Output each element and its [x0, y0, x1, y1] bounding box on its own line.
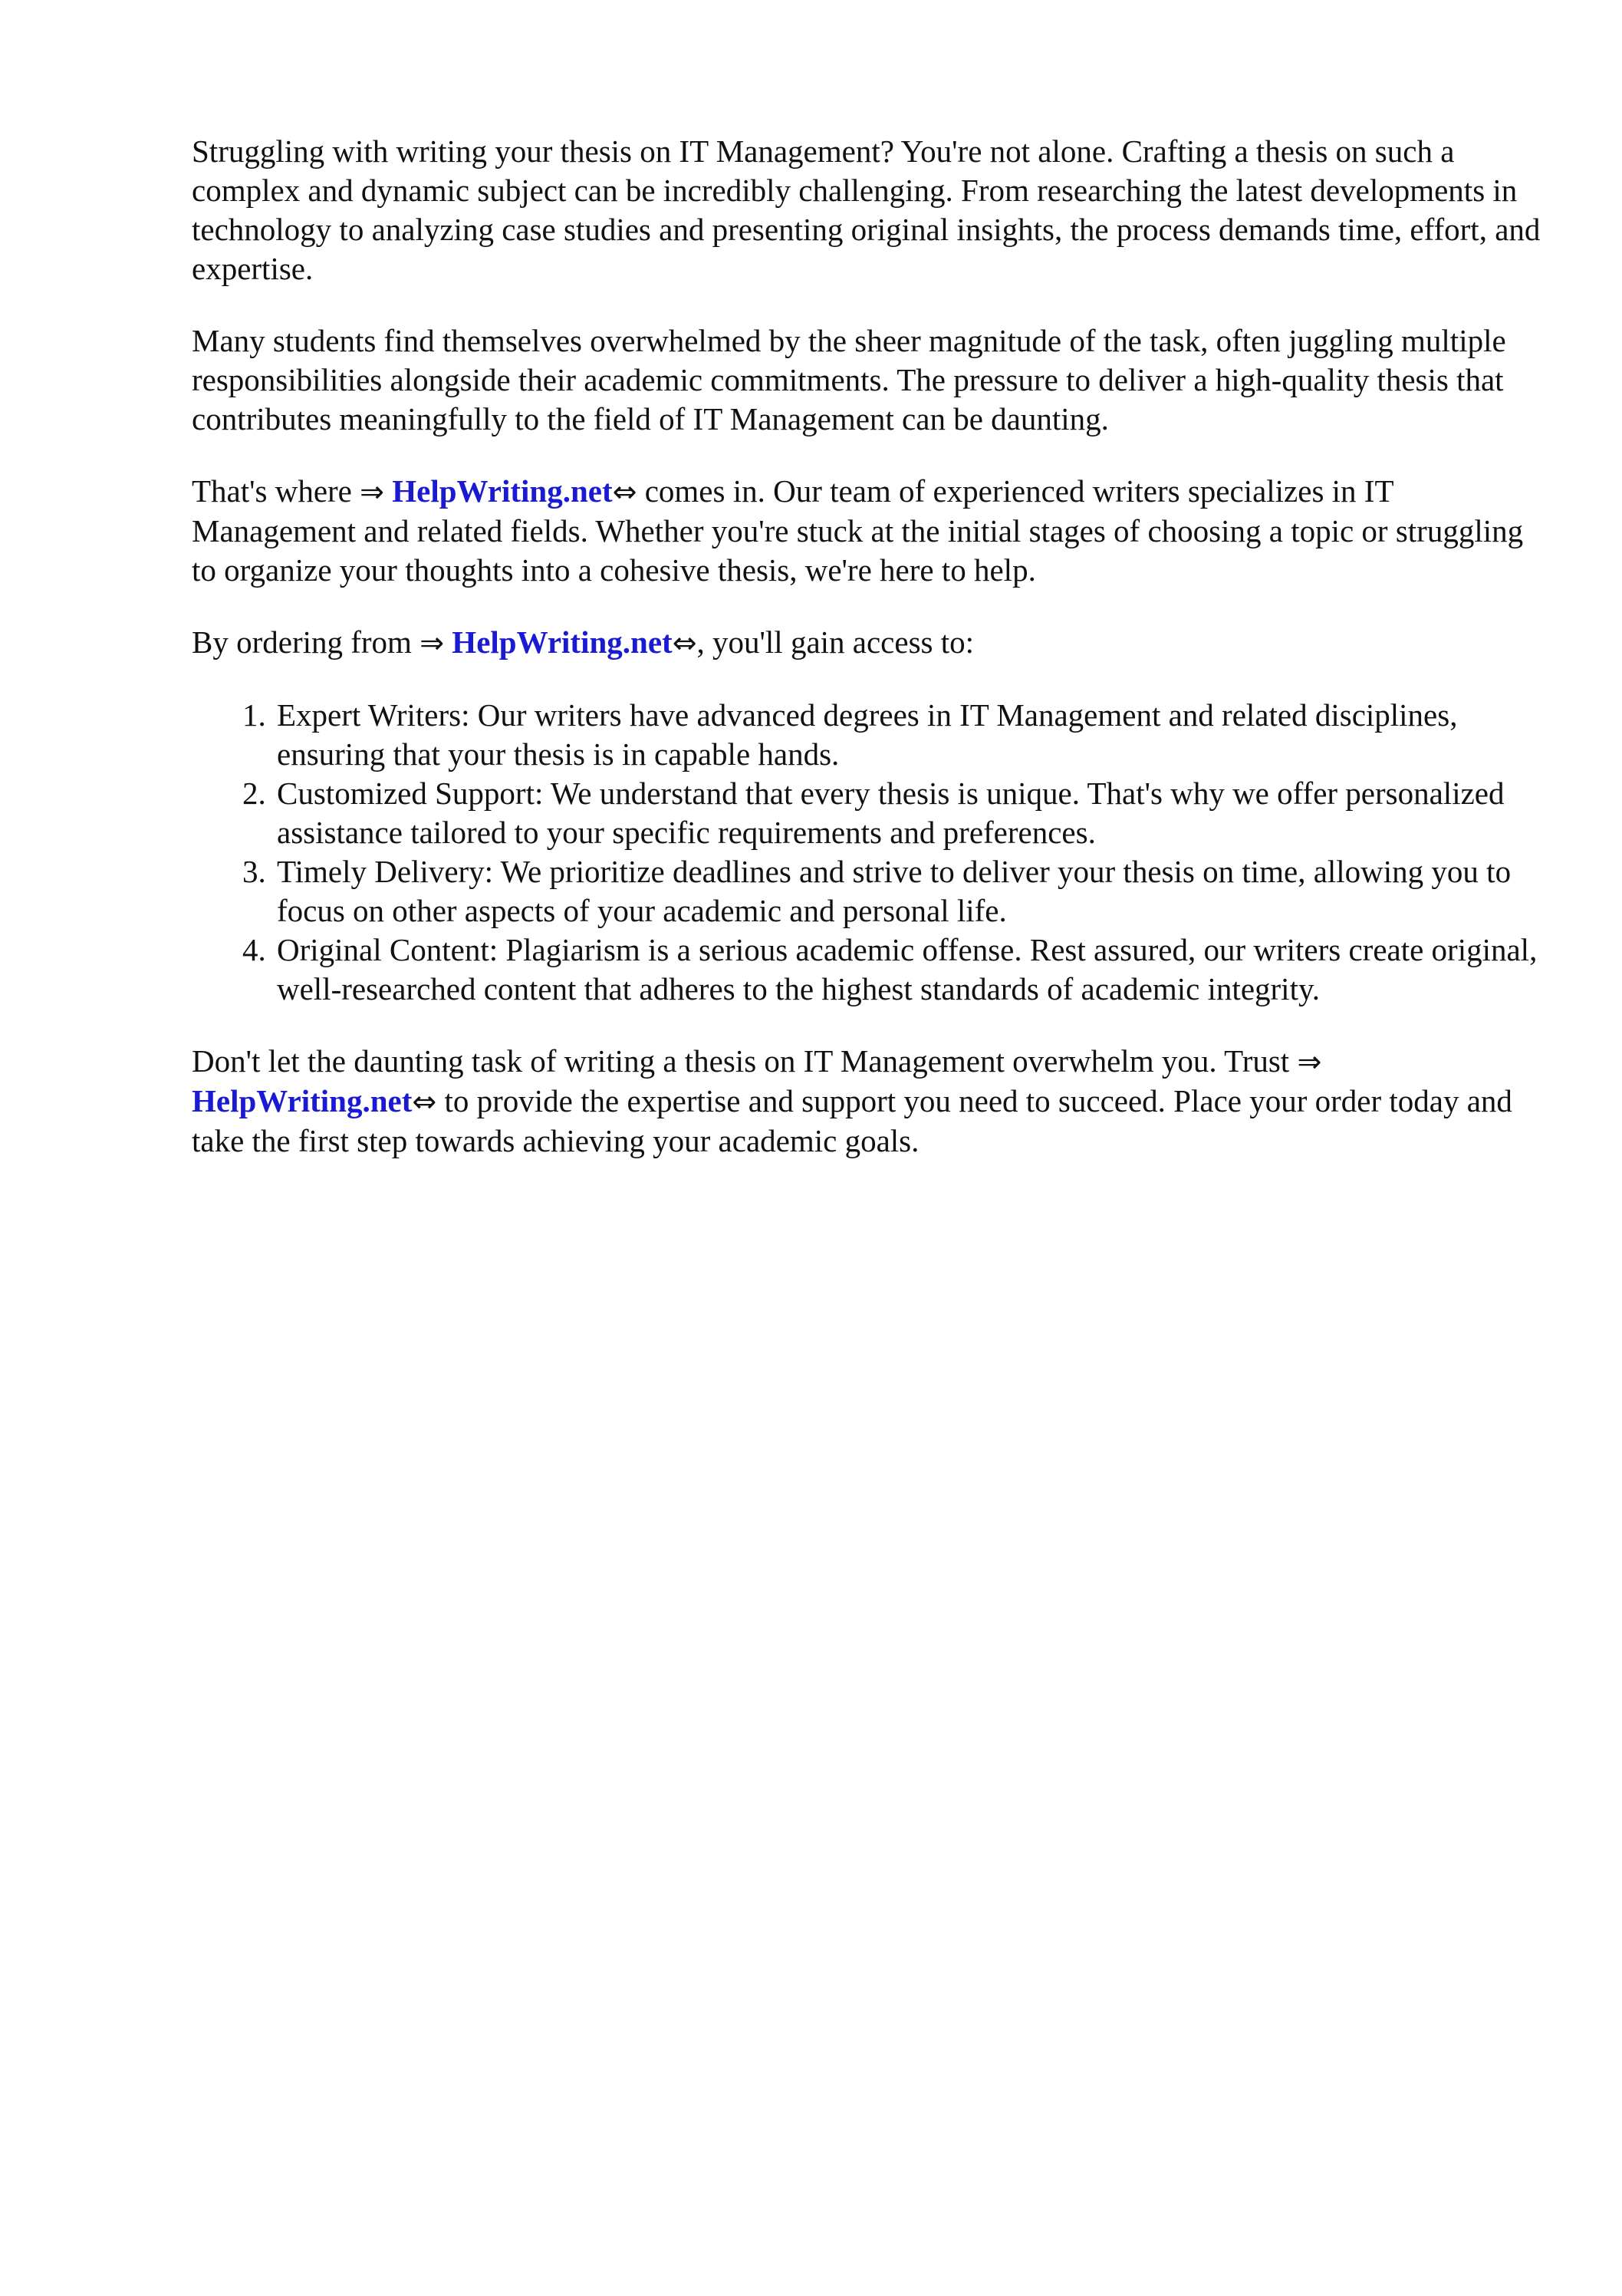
closing-text-before: Don't let the daunting task of writing a thesis on IT Management overwhelm you. Trust [192, 1043, 1298, 1079]
overwhelm-paragraph: Many students find themselves overwhelmed by the sheer magnitude of the task, often juggling multiple responsibilities alongside their academic commitments. The pressure to deliver a high-quality thesis that contributes meaningfully to the field of IT Management can be daunting. [192, 323, 1506, 436]
helpwriting-link[interactable]: HelpWriting.net [452, 624, 673, 660]
service-text-before: That's where [192, 473, 360, 509]
ordering-text-before: By ordering from [192, 624, 420, 660]
helpwriting-link[interactable]: HelpWriting.net [392, 473, 613, 509]
list-item: 4. Original Content: Plagiarism is a serious academic offense. Rest assured, our writers create original, well-researched content that adheres to the highest standards of academic integrity. [274, 931, 1549, 1009]
right-arrow-icon: ⇒ [1297, 1045, 1322, 1079]
intro-paragraph: Struggling with writing your thesis on IT Management? You're not alone. Crafting a thesis on such a complex and dynamic subject can be incredibly challenging. From researching the latest developments in technology to analyzing case studies and presenting original insights, the process demands time, effort, and expertise. [192, 133, 1541, 286]
list-item: 3. Timely Delivery: We prioritize deadlines and strive to deliver your thesis on time, allowing you to focus on other aspects of your academic and personal life. [274, 852, 1549, 931]
benefits-list [192, 696, 1549, 1009]
service-text-after: comes in. Our team of experienced writers specializes in IT Management and related fields. Whether you're stuck at the initial stages of choosing a topic or struggling to organize your thoughts into a cohesive thesis, we're here to help. [192, 473, 1524, 588]
closing-paragraph [192, 1042, 1549, 1161]
double-arrow-icon: ⇔ [672, 626, 697, 660]
double-arrow-icon: ⇔ [412, 1085, 437, 1118]
service-paragraph [192, 472, 1549, 590]
right-arrow-icon: ⇒ [360, 475, 384, 509]
ordering-paragraph [192, 623, 1549, 663]
list-item: 2. Customized Support: We understand that every thesis is unique. That's why we offer personalized assistance tailored to your specific requirements and preferences. [274, 774, 1549, 852]
list-item: 1. Expert Writers: Our writers have advanced degrees in IT Management and related disciplines, ensuring that your thesis is in capable hands. [274, 696, 1549, 774]
helpwriting-link[interactable]: HelpWriting.net [192, 1083, 413, 1118]
ordering-text-after: , you'll gain access to: [696, 624, 975, 660]
right-arrow-icon: ⇒ [419, 626, 445, 660]
closing-text-after: to provide the expertise and support you need to succeed. Place your order today and take the first step towards achieving your academic goals. [192, 1083, 1512, 1158]
double-arrow-icon: ⇔ [612, 475, 637, 509]
document-body [192, 132, 1549, 1194]
